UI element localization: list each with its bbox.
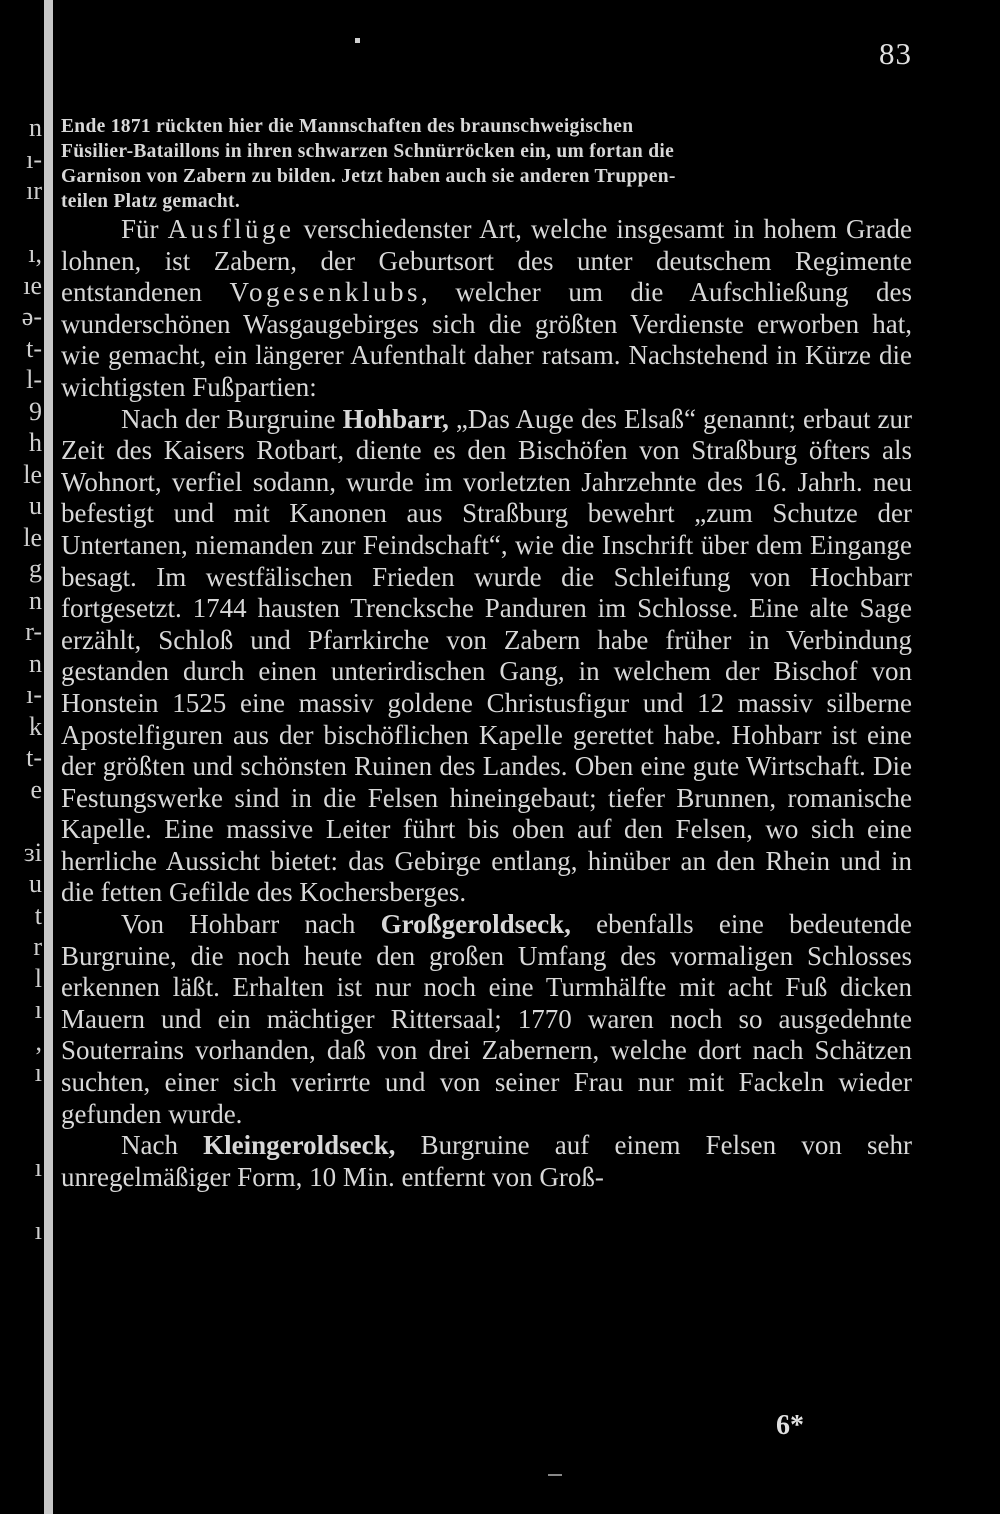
- paragraph-text: Von Hohbarr nach: [121, 909, 381, 940]
- margin-fragment: n: [29, 648, 42, 678]
- margin-fragment: ı,: [28, 239, 42, 268]
- margin-fragment: ı-: [26, 680, 42, 709]
- margin-fragment: ɜi: [23, 837, 42, 867]
- paragraph-text: , welcher um die Aufschließung des wunderschönen Wasgaugebirges sich die größten Verdienste erworben hat, wie gemacht, ein längerer Aufenthalt daher ratsam. Nachstehend in Kürze die wichtigsten Fußpartien:: [61, 277, 912, 402]
- margin-fragment: [4, 1120, 42, 1152]
- signature-mark: 6*: [776, 1410, 804, 1441]
- margin-fragment: ı-: [26, 144, 42, 174]
- place-name-hohbarr: Hohbarr,: [342, 403, 449, 434]
- paragraph-text: „Das Auge des Elsaß“ genannt; erbaut zur Zeit des Kaisers Rotbart, diente es den Bischöfen von Straßburg öfters als Wohnort, verfiel sodann, wurde im vorletzten Jahrzehnte des 16. Jahrh. neu befestigt und mit Kanonen aus Straßburg bewehrt „zum Schutze der Untertanen, niemanden zur Feindschaft“, wie die Inschrift über dem Eingange besagt. Im westfälischen Frieden wurde die Schleifung von Hochbarr fortgesetzt. 1744 hausten Trencksche Panduren im Schlosse. Eine alte Sage erzählt, Schloß und Pfarrkirche von Zabern habe früher in Verbindung gestanden durch einen unterirdischen Gang, in welchem der Bischof von Honstein 1525 eine massiv goldene Christusfigur und 12 massiv silberne Apostelfiguren aus der bischöflichen Kapelle gerettet habe. Hohbarr ist eine der größten und schönsten Ruinen des Landes. Oben eine gute Wirtschaft. Die Festungswerke sind in die Felsen hineingebaut; tiefer Brunnen, romanische Kapelle. Eine massive Leiter führt bis oben auf den Felsen, wo sich eine herrliche Aussicht bietet: das Gebirge entlang, hinüber an den Rhein und in die fetten Gefilde des Kochersberges.: [61, 403, 912, 908]
- margin-fragment: le: [23, 459, 42, 489]
- paragraph-text: verschiedenster Art, welche insgesamt in hohem Grade lohnen, ist Zabern, der Geburtsort des unter deutschem Regimente entstandenen: [61, 214, 912, 308]
- emphasis-ausfluege: Ausflüge: [167, 214, 295, 244]
- paragraph-text: Nach: [121, 1130, 204, 1161]
- margin-fragment: u: [29, 491, 42, 520]
- margin-fragment: t-: [26, 333, 42, 363]
- margin-fragment: g: [29, 554, 42, 583]
- margin-fragment: l-: [26, 365, 42, 394]
- margin-fragment: t-: [26, 743, 42, 772]
- emphasis-vogesenklubs: Vogesenklubs: [229, 277, 422, 308]
- footnote-line: Garnison von Zabern zu bilden. Jetzt haben auch sie anderen Truppen-: [61, 166, 676, 187]
- paragraph-text: Burgruine auf einem Felsen von sehr unregelmäßiger Form, 10 Min. entfernt von Groß-: [61, 1130, 912, 1192]
- margin-fragment: ı: [34, 995, 42, 1024]
- paragraph-text: Nach der Burgruine: [121, 403, 343, 434]
- paragraph-grossgeroldseck: [61, 909, 912, 1130]
- margin-fragment: u: [29, 869, 42, 898]
- adjacent-page-fragments: [4, 112, 42, 1246]
- page-number: 83: [879, 36, 912, 71]
- margin-fragment: t: [34, 900, 42, 930]
- page-body: [61, 114, 912, 1193]
- margin-fragment: le: [23, 522, 42, 552]
- footnote-block: [61, 114, 912, 214]
- paragraph-kleingeroldseck: [61, 1130, 912, 1193]
- print-speck: [548, 1474, 562, 1476]
- margin-fragment: n: [29, 585, 42, 615]
- margin-fragment: h: [29, 428, 42, 457]
- margin-fragment: l: [34, 963, 42, 993]
- book-spine-shadow: [44, 0, 53, 1514]
- margin-fragment: k: [29, 711, 42, 741]
- margin-fragment: e: [30, 774, 42, 804]
- margin-fragment: [4, 207, 42, 239]
- margin-fragment: r: [33, 932, 42, 961]
- margin-fragment: 9: [29, 396, 42, 426]
- margin-fragment: [4, 805, 42, 837]
- margin-fragment: [4, 1089, 42, 1121]
- margin-fragment: ır: [26, 176, 42, 205]
- margin-fragment: ı: [34, 1058, 42, 1087]
- place-name-kleingeroldseck: Kleingeroldseck,: [203, 1130, 396, 1161]
- print-speck: [355, 38, 360, 43]
- margin-fragment: ıe: [23, 270, 42, 300]
- margin-fragment: ı: [34, 1215, 42, 1245]
- margin-fragment: ə-: [21, 302, 42, 331]
- footnote-line: Füsilier-Bataillons in ihren schwarzen Schnürröcken ein, um fortan die: [61, 141, 675, 162]
- footnote-line: teilen Platz gemacht.: [61, 191, 241, 212]
- paragraph-text: Für: [121, 214, 168, 244]
- margin-fragment: n: [29, 113, 42, 142]
- margin-fragment: [4, 1183, 42, 1215]
- margin-fragment: ı: [34, 1152, 42, 1182]
- paragraph-hohbarr: [61, 404, 912, 910]
- footnote-line: Ende 1871 rückten hier die Mannschaften des braunschweigischen: [61, 116, 634, 137]
- margin-fragment: ,: [35, 1026, 42, 1056]
- paragraph-text: ebenfalls eine bedeutende Burgruine, die noch heute den großen Umfang des vormaligen Schlosses erkennen läßt. Erhalten ist nur noch eine Turmhälfte mit acht Fuß dicken Mauern und ein mächtiger Rittersaal; 1770 waren noch so ausgedehnte Souterrains vorhanden, daß von drei Zabernern, welche dort nach Schätzen suchten, einer sich verirrte und von seiner Frau nur mit Fackeln wieder gefunden wurde.: [61, 909, 913, 1129]
- place-name-grossgeroldseck: Großgeroldseck,: [380, 909, 571, 940]
- paragraph-ausfluege: [61, 214, 912, 404]
- margin-fragment: r-: [25, 617, 42, 646]
